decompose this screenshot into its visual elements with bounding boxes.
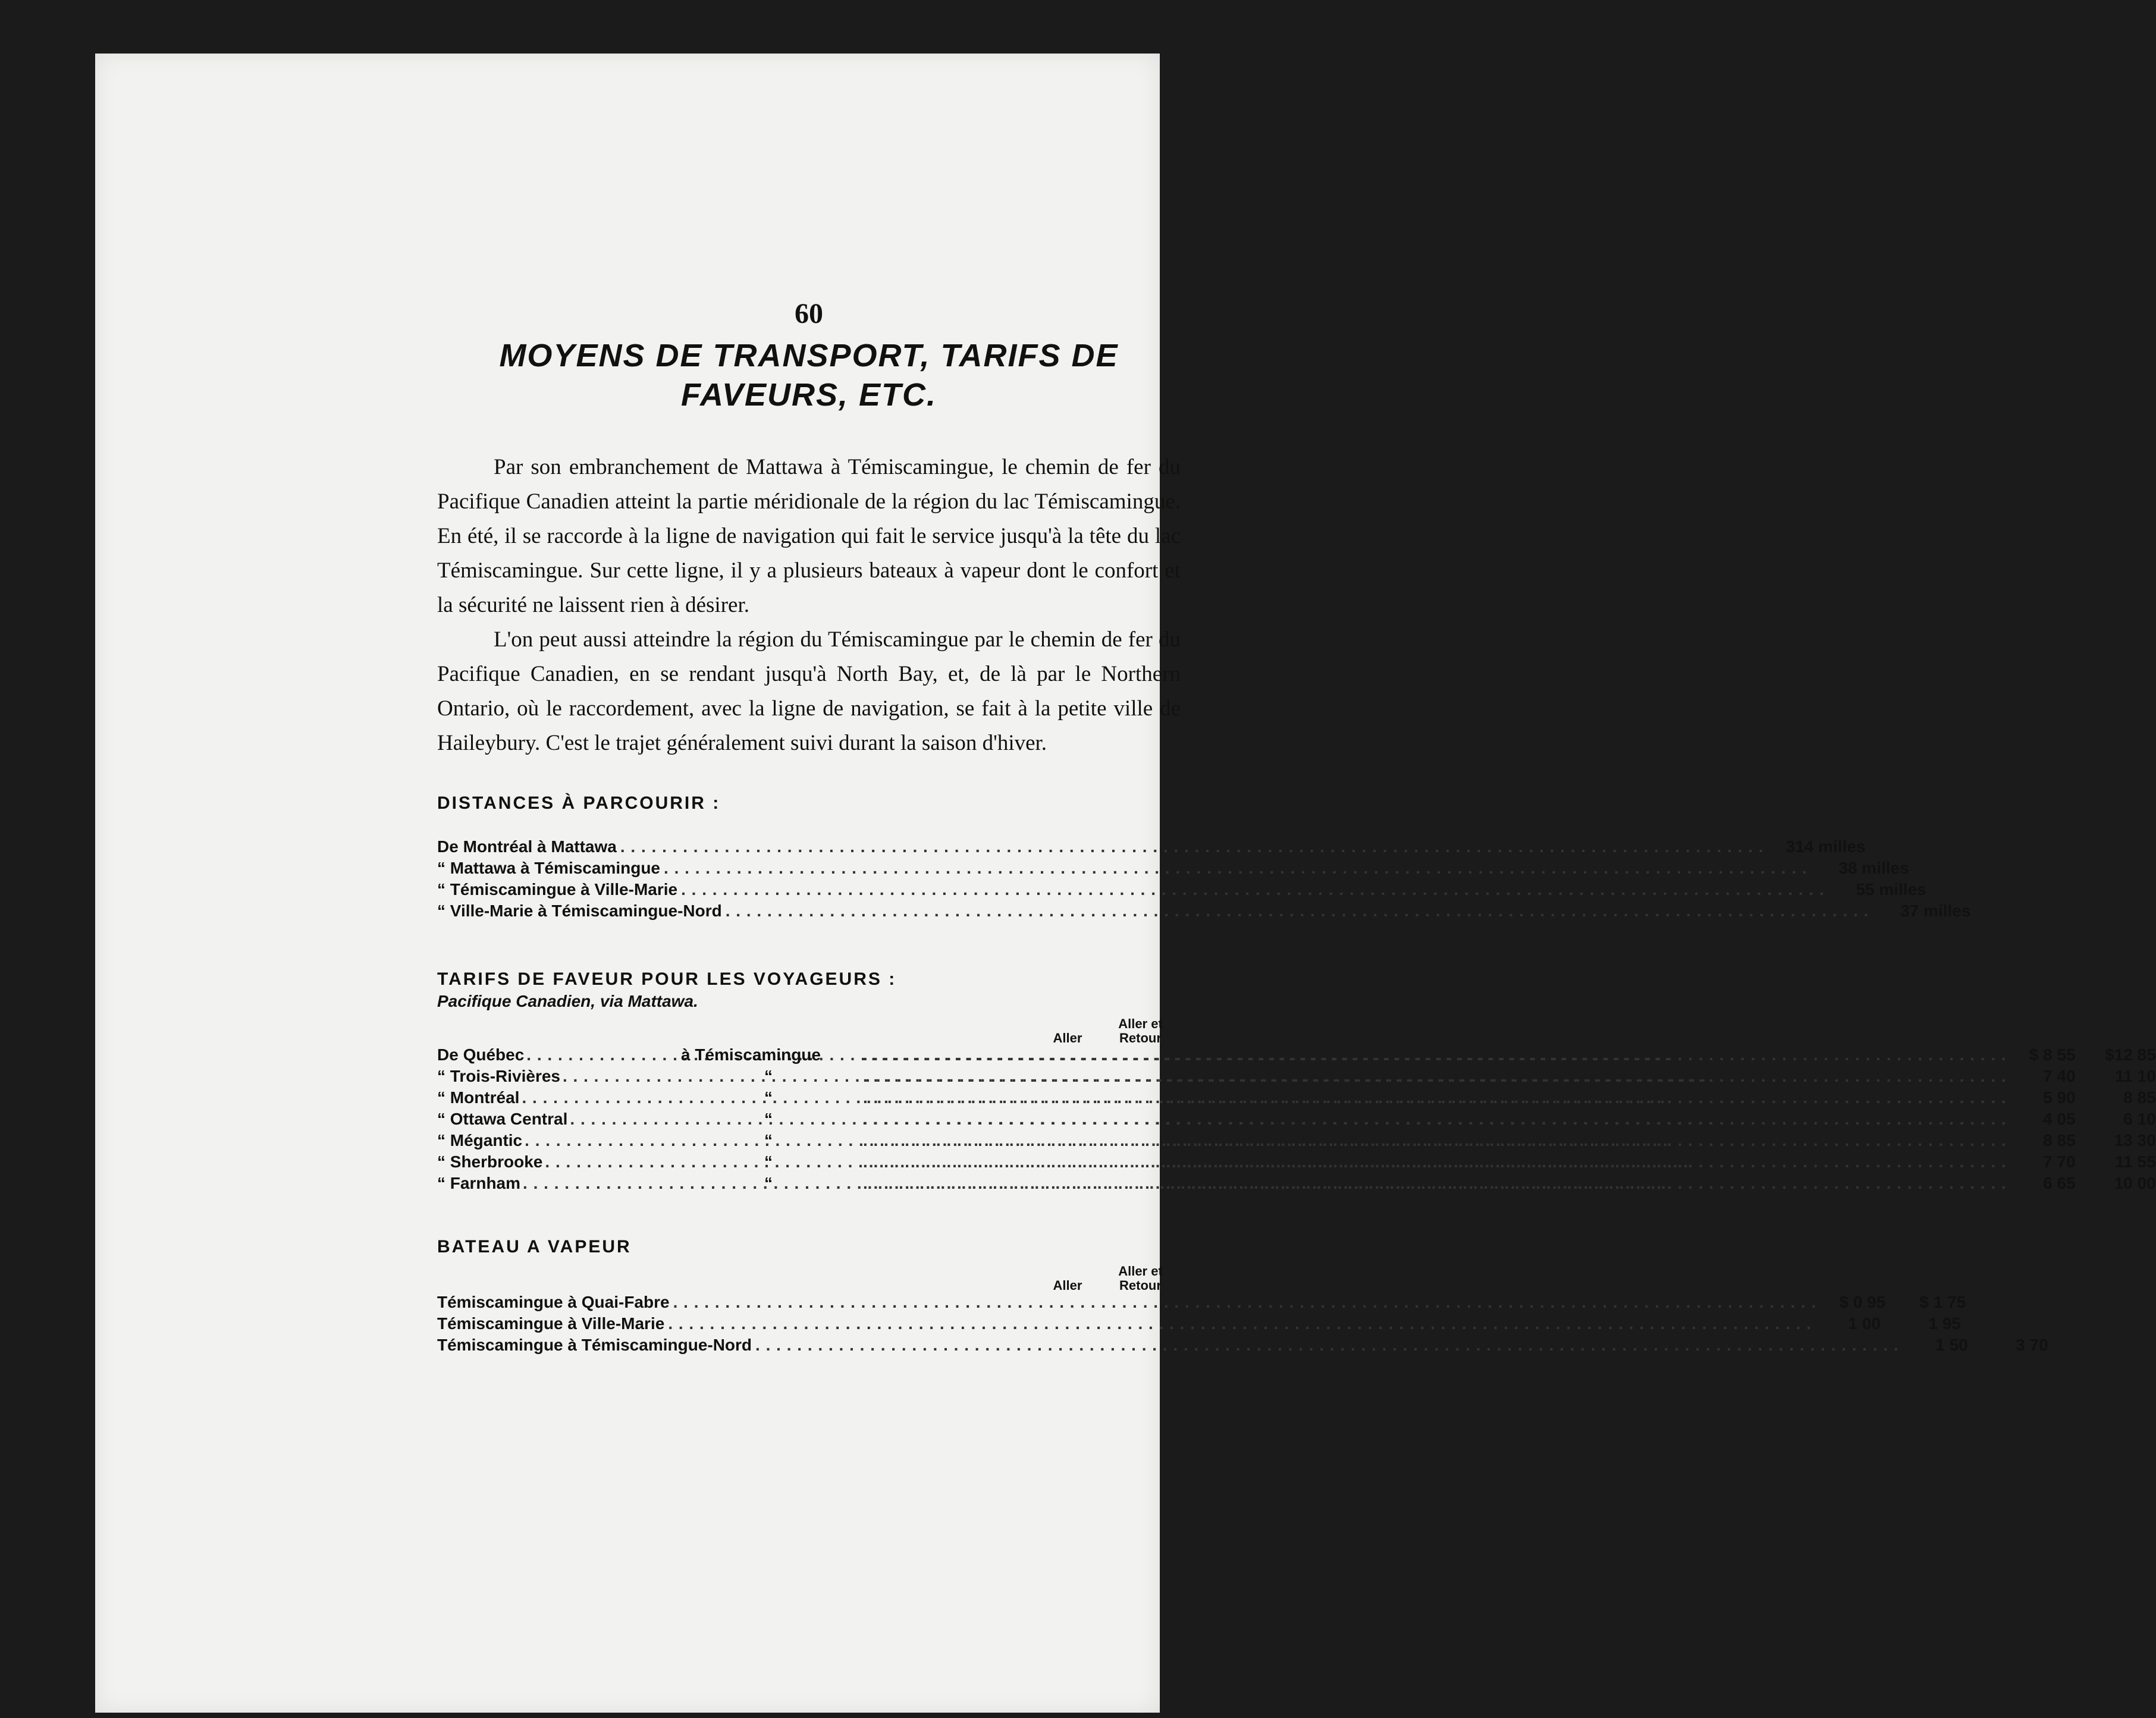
fare-row: De Québec . . . à Témiscamingue . . . $ 8 55 $12 85 bbox=[437, 1045, 1181, 1067]
boat-row: Témiscamingue à Quai-Fabre . . . $ 0 95 $ 1 75 bbox=[437, 1293, 1181, 1314]
book-page bbox=[95, 54, 2156, 1713]
boat-row: Témiscamingue à Témiscamingue-Nord . . . 1 50 3 70 bbox=[437, 1336, 1181, 1357]
boat-table bbox=[437, 1293, 2048, 1357]
boat-row: Témiscamingue à Ville-Marie . . . 1 00 1 95 bbox=[437, 1314, 1181, 1336]
fares-col-aller: Aller bbox=[1053, 1031, 1082, 1045]
distance-row: “ Témiscamingue à Ville-Marie . . . 55 milles bbox=[437, 880, 1181, 902]
chapter-title-line-2: FAVEURS, ETC. bbox=[680, 377, 937, 413]
distances-heading: DISTANCES À PARCOURIR : bbox=[437, 793, 721, 813]
distance-row: “ Ville-Marie à Témiscamingue-Nord . . . 37 milles bbox=[437, 902, 1181, 923]
fare-row: “ Ottawa Central . . . “ . . . 4 05 6 10 bbox=[437, 1110, 1181, 1131]
page-number: 60 bbox=[795, 298, 823, 329]
page-content bbox=[437, 297, 2156, 1357]
paragraph-1: Par son embranchement de Mattawa à Témiscamingue, le chemin de fer du Pacifique Canadien atteint la partie méridionale de la région du lac Témiscamingue. En été, il se raccorde à la ligne de navigation qui fait le service jusqu'à la tête du lac Témiscamingue. Sur cette ligne, il y a plusieurs bateaux à vapeur dont le confort et la sécurité ne laissent rien à désirer. bbox=[437, 455, 1181, 617]
boat-column-headers bbox=[437, 1264, 1181, 1293]
fare-row: “ Mégantic . . . “ . . . 8 85 13 30 bbox=[437, 1131, 1181, 1152]
fares-col-retour: Aller et Retour bbox=[1118, 1016, 1163, 1045]
distance-row: De Montréal à Mattawa . . . 314 milles bbox=[437, 837, 1181, 859]
fares-heading: TARIFS DE FAVEUR POUR LES VOYAGEURS : bbox=[437, 969, 897, 989]
boat-col-aller: Aller bbox=[1053, 1278, 1082, 1293]
fare-row: “ Sherbrooke . . . “ . . . 7 70 11 55 bbox=[437, 1152, 1181, 1174]
fare-row: “ Farnham . . . “ . . . 6 65 10 00 bbox=[437, 1174, 1181, 1195]
distances-table bbox=[437, 837, 1971, 923]
boat-heading: BATEAU A VAPEUR bbox=[437, 1237, 632, 1257]
fare-row: “ Trois-Rivières . . . “ . . . 7 40 11 10 bbox=[437, 1067, 1181, 1088]
fare-row: “ Montréal . . . “ . . . 5 90 8 85 bbox=[437, 1088, 1181, 1110]
fares-column-headers bbox=[437, 1017, 1181, 1045]
fares-subheading: Pacifique Canadien, via Mattawa. bbox=[437, 992, 698, 1010]
boat-col-retour: Aller et Retour bbox=[1118, 1264, 1163, 1293]
chapter-title bbox=[437, 336, 1181, 414]
chapter-title-line-1: MOYENS DE TRANSPORT, TARIFS DE bbox=[499, 338, 1119, 373]
fares-table bbox=[437, 1045, 2156, 1195]
paragraph-2: L'on peut aussi atteindre la région du Témiscamingue par le chemin de fer du Pacifique Canadien, en se rendant jusqu'à North Bay, et, de là par le Northern Ontario, où le raccordement, avec la ligne de navigation, se fait à la petite ville de Haileybury. C'est le trajet généralement suivi durant la saison d'hiver. bbox=[437, 627, 1181, 755]
distance-row: “ Mattawa à Témiscamingue . . . 38 milles bbox=[437, 859, 1181, 880]
